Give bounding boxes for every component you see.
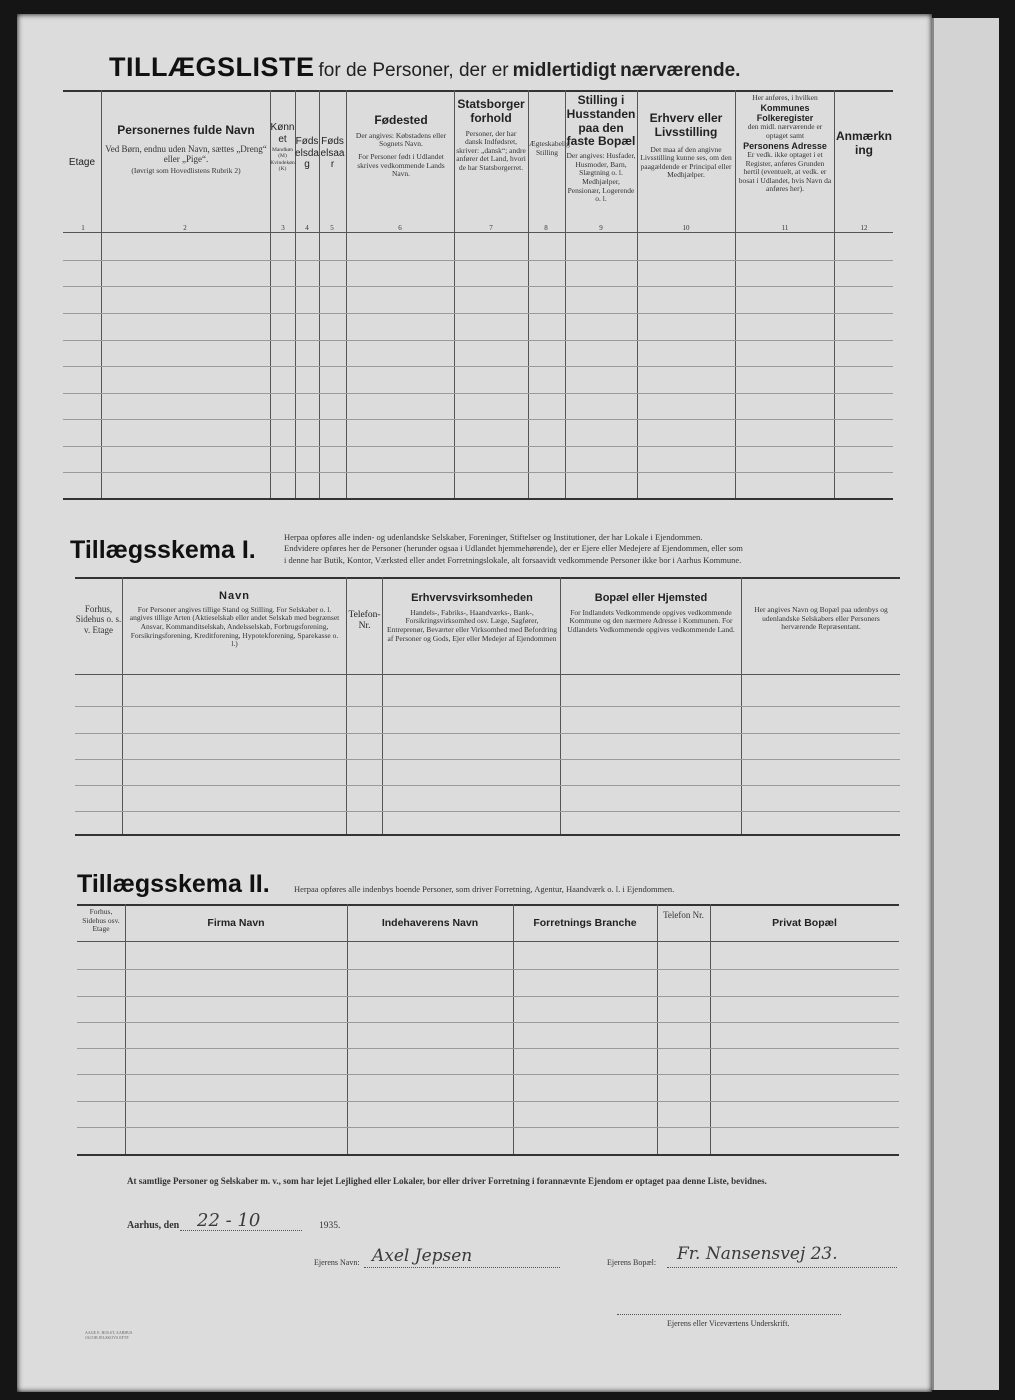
skema1-title: Tillægsskema I. <box>70 536 256 564</box>
colnum-3: 3 <box>281 224 285 232</box>
colnum-9: 9 <box>599 224 603 232</box>
skema1-repr-header: Her angives Navn og Bopæl paa udenbys og udenlandske Selskabers eller Personers herværende Repræsentant. <box>754 605 888 632</box>
owner-address-line <box>667 1267 897 1268</box>
colnum-10: 10 <box>682 224 690 232</box>
col-marital-header: Ægteskabelig Stilling <box>529 139 570 157</box>
colnum-11: 11 <box>781 224 789 232</box>
owner-address-handwritten: Fr. Nansensvej 23. <box>677 1244 838 1264</box>
col-birthplace-header: Fødested Der angives: Købstadens eller Sognets Navn. For Personer født i Udlandet skrives vedkommende Lands Navn. <box>355 113 447 179</box>
skema1-bopael-header: Bopæl eller Hjemsted For Indlandets Vedkommende opgives vedkommende Kommune og den nærmere Adresse i Kommunen. For Udlandets Vedkommende opgives vedkommende Land. <box>567 592 735 634</box>
title-rest-b: midlertidigt <box>512 60 617 81</box>
col-household-header: Stilling i Husstanden paa den faste Bopæl Der angives: Husfader, Husmoder, Barn, Slægtning o. l. Medhjælper, Pensionær, Logerende o. l. <box>566 93 636 204</box>
colnum-8: 8 <box>544 224 548 232</box>
signature-line <box>617 1314 841 1315</box>
skema2-branche-header: Forretnings Branche <box>533 917 637 929</box>
printer-imprint: AAGE E. HOLST, AARHUS JACOB JELSKOVS EFTF. <box>85 1330 133 1341</box>
owner-name-handwritten: Axel Jepsen <box>372 1246 473 1266</box>
place-label: Aarhus, den <box>127 1220 180 1231</box>
skema2-title: Tillægsskema II. <box>77 870 270 898</box>
title-rest-c: nærværende. <box>620 60 741 81</box>
col-occupation-header: Erhverv eller Livsstilling Det maa af den angivne Livsstilling kunne ses, om den paagældende er Principal eller Medhjælper. <box>640 111 732 180</box>
skema2-etage-header: Forhus, Sidehus osv. Etage <box>82 907 120 934</box>
col-birthday-header: Fødselsdag <box>295 136 319 170</box>
col-birthyear-header: Fødselsaar <box>320 136 345 170</box>
colnum-7: 7 <box>489 224 493 232</box>
col-etage-header: Etage <box>68 157 96 168</box>
skema1-intro: Herpaa opføres alle inden- og udenlandske Selskaber, Foreninger, Stiftelser og Institutioner, der har Lokale i Ejendommen. Endvidere opføres her de Personer (herunder ogsaa i Udlandet hjemmehørende), der er Ejere eller Medejere af Ejendommen, eller som i denne har Butik, Kontor, Værksted eller andet Forretningslokale, alt forsaavidt vedkommende Personer ikke bor i Aarhus Kommune. <box>284 532 743 565</box>
owner-address-label: Ejerens Bopæl: <box>607 1258 657 1267</box>
colnum-12: 12 <box>860 224 868 232</box>
colnum-2: 2 <box>183 224 187 232</box>
colnum-5: 5 <box>330 224 334 232</box>
col-sex-header: Kønnet Mandkøn (M) Kvindekøn (K) <box>270 122 295 172</box>
skema1-erhverv-header: Erhvervsvirksomheden Handels-, Fabriks-, Haandværks-, Bank-, Forsikringsvirksomhed osv. Læge, Sagfører, Entreprenør, Beværter eller Virksomhed med Befordring af Personer og Gods, Ejer eller Medejer af Ejendommen <box>387 592 557 643</box>
skema1-navn-header: Navn For Personer angives tillige Stand og Stilling. For Selskaber o. l. angives tillige Arten (Aktieselskab eller andet Selskab med begrænset Ansvar, Kommanditselskab, Andelsselskab, Forbrugsforening, Forsikringsforening, Kreditforening, Hypotekforening, Sparekasse o. l.) <box>129 590 340 649</box>
owner-name-line <box>364 1267 560 1268</box>
signature-label: Ejerens eller Viceværtens Underskrift. <box>667 1319 790 1328</box>
next-page-edge <box>932 18 999 1390</box>
title-main: TILLÆGSLISTE <box>109 52 315 82</box>
skema2-firma-header: Firma Navn <box>207 917 265 929</box>
col-remarks-header: Anmærkning <box>835 129 892 157</box>
colnum-6: 6 <box>398 224 402 232</box>
skema1-telefon-header: Telefon-Nr. <box>348 610 381 631</box>
colnum-1: 1 <box>81 224 85 232</box>
skema2-intro: Herpaa opføres alle indenbys boende Personer, som driver Forretning, Agentur, Haandværk o. l. i Ejendommen. <box>294 884 675 894</box>
col-register-header: Her anføres, i hvilken Kommunes Folkeregister den midl. nærværende er optaget samt Personens Adresse Er vedk. ikke optaget i et Register, anføres Grunden hertil (eventuelt, at vedk. er bosat i Udlandet, hvis Navn da anføres her). <box>738 93 832 194</box>
skema2-telefon-header: Telefon Nr. <box>663 910 704 920</box>
skema2-indehaver-header: Indehaverens Navn <box>381 917 479 929</box>
col-citizenship-header: Statsborgerforhold Personer, der har dansk Indfødsret, skriver: „dansk“; andre anfører det Land, hvori de har Statsborgerret. <box>456 97 526 173</box>
year-label: 1935. <box>319 1221 341 1231</box>
declaration-text: At samtlige Personer og Selskaber m. v., som har lejet Lejlighed eller Lokaler, bor eller driver Forretning i forannævnte Ejendom er optaget paa denne Liste, bevidnes. <box>127 1176 767 1186</box>
colnum-4: 4 <box>305 224 309 232</box>
owner-name-label: Ejerens Navn: <box>314 1258 360 1267</box>
title-rest-a: for de Personer, der er <box>318 60 509 81</box>
form-title <box>109 52 740 83</box>
col-name-header: Personernes fulde Navn Ved Børn, endnu uden Navn, sættes „Dreng“ eller „Pige“. (Iøvrigt som Hovedlistens Rubrik 2) <box>105 123 267 176</box>
skema2-bopael-header: Privat Bopæl <box>772 917 837 929</box>
skema1-etage-header: Forhus, Sidehus o. s. v. Etage <box>75 604 122 635</box>
census-form-page <box>17 14 932 1392</box>
date-handwritten: 22 - 10 <box>197 1210 261 1231</box>
